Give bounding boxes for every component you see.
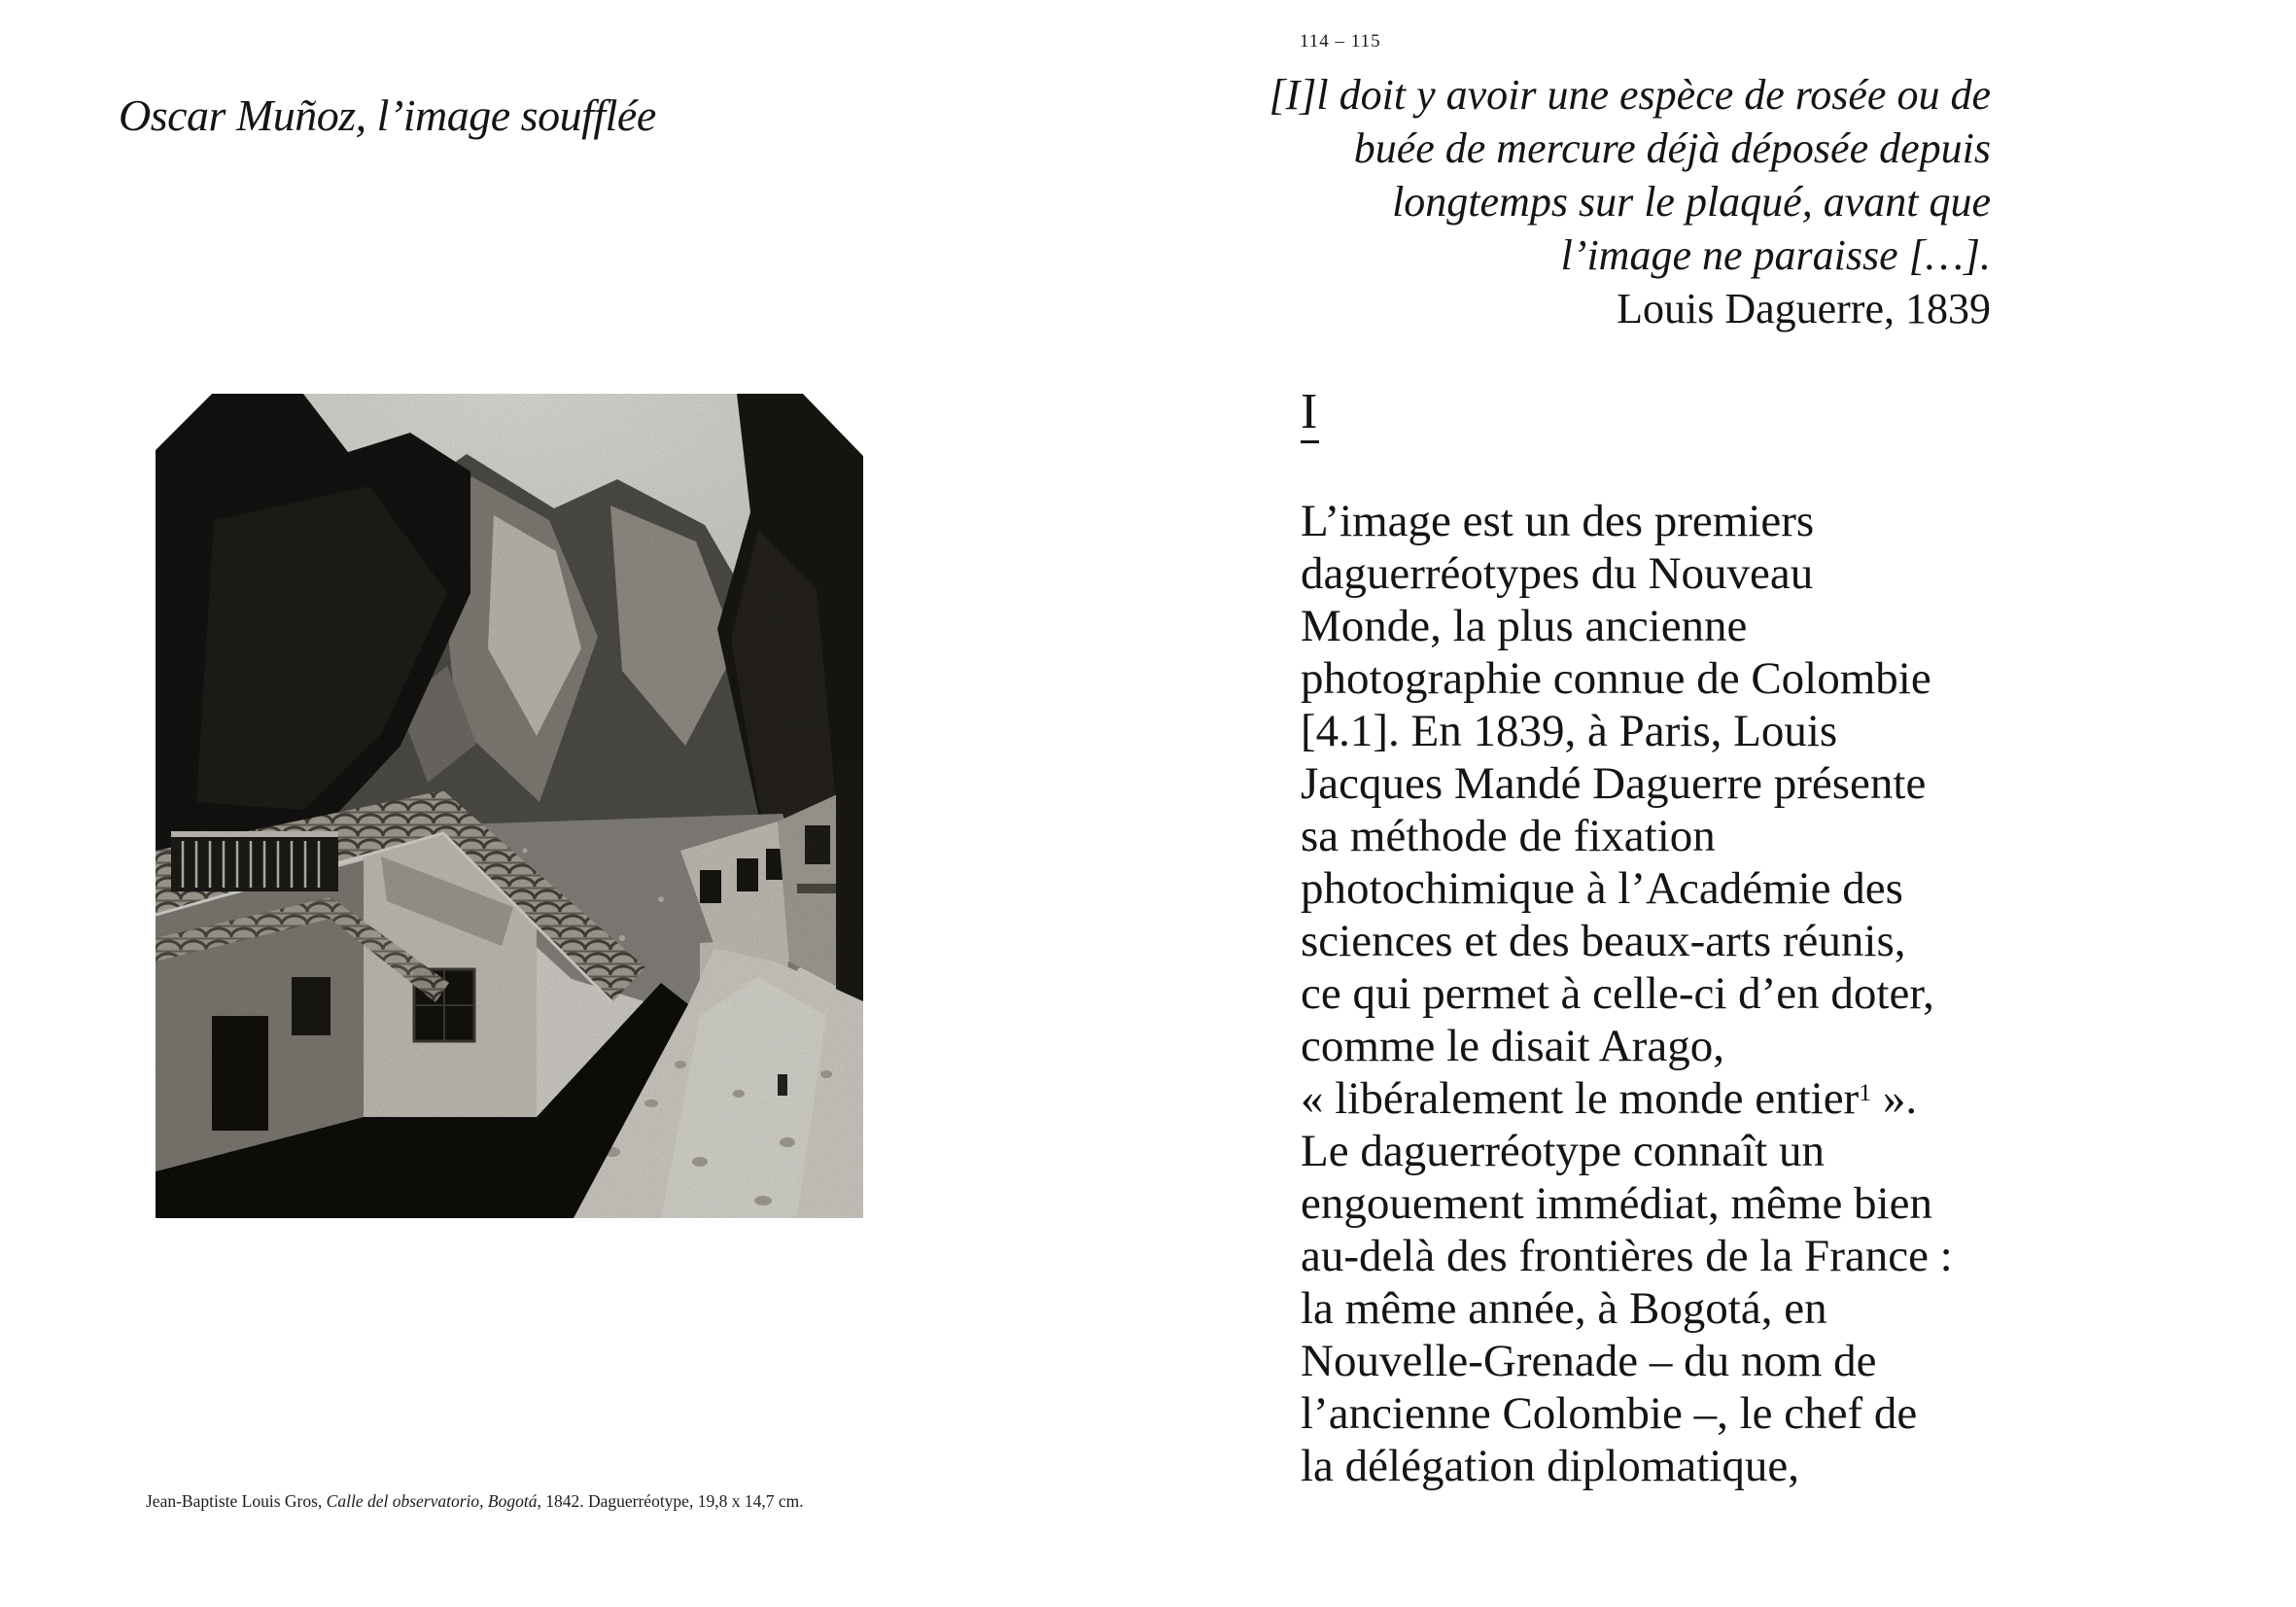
epigraph-line: buée de mercure déjà déposée depuis — [1353, 124, 1991, 172]
body-line-with-footnote — [1301, 1072, 2078, 1125]
body-line: photographie connue de Colombie — [1301, 653, 1931, 704]
caption-work-title: Calle del observatorio, Bogotá — [326, 1491, 538, 1511]
body-line: Monde, la plus ancienne — [1301, 601, 1748, 651]
body-line: [4.1]. En 1839, à Paris, Louis — [1301, 706, 1838, 756]
body-text — [1301, 495, 2078, 1492]
body-line: ce qui permet à celle-ci d’en doter, — [1301, 968, 1934, 1019]
daguerreotype-plate — [156, 394, 863, 1218]
body-line: l’ancienne Colombie –, le chef de — [1301, 1388, 1918, 1439]
epigraph — [1116, 68, 1991, 335]
body-line: Nouvelle-Grenade – du nom de — [1301, 1336, 1877, 1386]
body-line: la délégation diplomatique, — [1301, 1441, 1799, 1491]
footnote-marker: 1 — [1859, 1078, 1872, 1107]
section-heading-numeral: I — [1301, 387, 1319, 443]
body-line: au-delà des frontières de la France : — [1301, 1231, 1953, 1281]
daguerreotype-illustration — [156, 394, 863, 1218]
section-heading — [1301, 384, 1319, 443]
body-line: Le daguerréotype connaît un — [1301, 1126, 1825, 1176]
body-line: daguerréotypes du Nouveau — [1301, 548, 1814, 599]
body-line: Jacques Mandé Daguerre présente — [1301, 758, 1927, 809]
body-line: photochimique à l’Académie des — [1301, 863, 1903, 914]
body-line: comme le disait Arago, — [1301, 1021, 1724, 1071]
body-line: la même année, à Bogotá, en — [1301, 1283, 1827, 1334]
body-line: engouement immédiat, même bien — [1301, 1178, 1932, 1229]
epigraph-attribution: Louis Daguerre, 1839 — [1617, 285, 1991, 332]
caption-details: , 1842. Daguerréotype, 19,8 x 14,7 cm. — [537, 1491, 804, 1511]
body-line: sa méthode de fixation — [1301, 811, 1716, 861]
folio-page-numbers: 114 – 115 — [1300, 31, 1381, 52]
epigraph-line: [I]l doit y avoir une espèce de rosée ou de — [1269, 71, 1991, 119]
photo-caption — [146, 1491, 804, 1512]
body-line: sciences et des beaux-arts réunis, — [1301, 916, 1906, 966]
body-line-segment: « libéralement le monde entier — [1301, 1073, 1860, 1124]
caption-artist: Jean-Baptiste Louis Gros, — [146, 1491, 327, 1511]
body-line-segment: ». — [1871, 1073, 1918, 1124]
page-title: Oscar Muñoz, l’image soufflée — [119, 90, 656, 140]
epigraph-line: l’image ne paraisse […]. — [1560, 231, 1991, 279]
film-grain-overlay — [156, 394, 863, 1218]
body-line: L’image est un des premiers — [1301, 496, 1815, 546]
epigraph-line: longtemps sur le plaqué, avant que — [1392, 178, 1991, 226]
